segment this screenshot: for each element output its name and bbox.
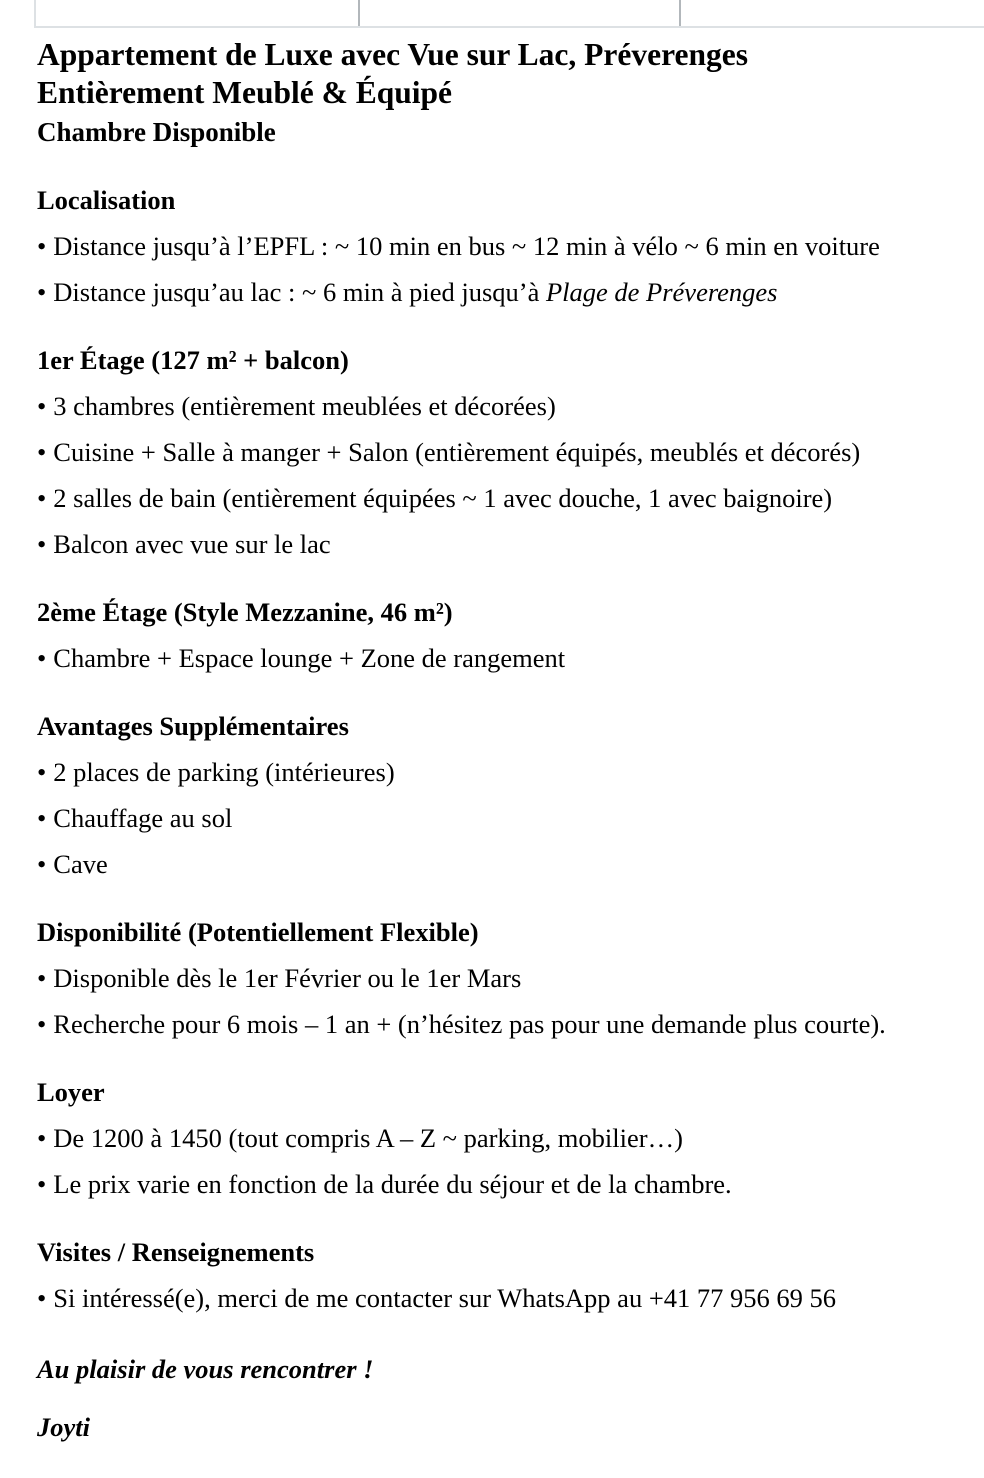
bullet-glyph: • — [37, 483, 47, 513]
bullet-glyph: • — [37, 231, 47, 261]
table-column-divider — [358, 0, 360, 26]
signature: Joyti — [37, 1412, 90, 1442]
bullet-glyph: • — [37, 1009, 47, 1039]
bullet-text: Distance jusqu’à l’EPFL : ~ 10 min en bus ~ 12 min à vélo ~ 6 min en voiture — [53, 231, 880, 261]
bullet-item — [37, 1121, 944, 1155]
bullet-item — [37, 961, 944, 995]
bullet-text: 2 places de parking (intérieures) — [53, 757, 395, 787]
bullet-glyph: • — [37, 1123, 47, 1153]
section-heading-avantages: Avantages Supplémentaires — [37, 711, 349, 741]
bullet-item — [37, 435, 944, 469]
bullet-text: 3 chambres (entièrement meublées et décorées) — [53, 391, 556, 421]
bullet-text: Balcon avec vue sur le lac — [53, 529, 331, 559]
bullet-text: Disponible dès le 1er Février ou le 1er Mars — [53, 963, 522, 993]
bullet-text: De 1200 à 1450 (tout compris A – Z ~ parking, mobilier…) — [53, 1123, 683, 1153]
page-title-line1: Appartement de Luxe avec Vue sur Lac, Préverenges — [37, 37, 748, 72]
section-heading-2eme-etage: 2ème Étage (Style Mezzanine, 46 m²) — [37, 597, 453, 627]
bullet-item — [37, 847, 944, 881]
table-column-divider — [679, 0, 681, 26]
bullet-item — [37, 275, 944, 309]
bullet-glyph: • — [37, 849, 47, 879]
bullet-item — [37, 1281, 944, 1315]
closing-line: Au plaisir de vous rencontrer ! — [37, 1354, 374, 1384]
bullet-glyph: • — [37, 1169, 47, 1199]
bullet-glyph: • — [37, 391, 47, 421]
section-heading-loyer: Loyer — [37, 1077, 105, 1107]
bullet-glyph: • — [37, 1283, 47, 1313]
section-heading-localisation: Localisation — [37, 185, 176, 215]
bullet-item — [37, 481, 944, 515]
bullet-text: 2 salles de bain (entièrement équipées ~ 1 avec douche, 1 avec baignoire) — [53, 483, 833, 513]
section-heading-visites: Visites / Renseignements — [37, 1237, 315, 1267]
bullet-item — [37, 389, 944, 423]
section-heading-1er-etage: 1er Étage (127 m² + balcon) — [37, 345, 349, 375]
bullet-item — [37, 801, 944, 835]
bullet-text: Cuisine + Salle à manger + Salon (entièrement équipés, meublés et décorés) — [53, 437, 861, 467]
bullet-text: Chambre + Espace lounge + Zone de rangement — [53, 643, 566, 673]
table-row-partial — [34, 0, 984, 28]
bullet-item — [37, 1007, 944, 1041]
bullet-text: Distance jusqu’au lac : ~ 6 min à pied jusqu’à — [53, 277, 546, 307]
section-heading-disponibilite: Disponibilité (Potentiellement Flexible) — [37, 917, 479, 947]
bullet-item — [37, 755, 944, 789]
bullet-glyph: • — [37, 963, 47, 993]
bullet-glyph: • — [37, 529, 47, 559]
bullet-glyph: • — [37, 803, 47, 833]
bullet-text-italic: Plage de Préverenges — [545, 277, 778, 307]
bullet-item — [37, 641, 944, 675]
bullet-glyph: • — [37, 437, 47, 467]
bullet-glyph: • — [37, 277, 47, 307]
bullet-text: Si intéressé(e), merci de me contacter sur WhatsApp au +41 77 956 69 56 — [53, 1283, 837, 1313]
bullet-glyph: • — [37, 757, 47, 787]
bullet-item — [37, 527, 944, 561]
bullet-item — [37, 229, 944, 263]
bullet-glyph: • — [37, 643, 47, 673]
page-title-line2: Entièrement Meublé & Équipé — [37, 75, 453, 110]
bullet-text: Le prix varie en fonction de la durée du séjour et de la chambre. — [53, 1169, 732, 1199]
bullet-text: Recherche pour 6 mois – 1 an + (n’hésitez pas pour une demande plus courte). — [53, 1009, 886, 1039]
bullet-text: Cave — [53, 849, 108, 879]
page-subtitle: Chambre Disponible — [37, 117, 276, 147]
bullet-item — [37, 1167, 944, 1201]
page-title — [37, 36, 944, 112]
bullet-text: Chauffage au sol — [53, 803, 233, 833]
